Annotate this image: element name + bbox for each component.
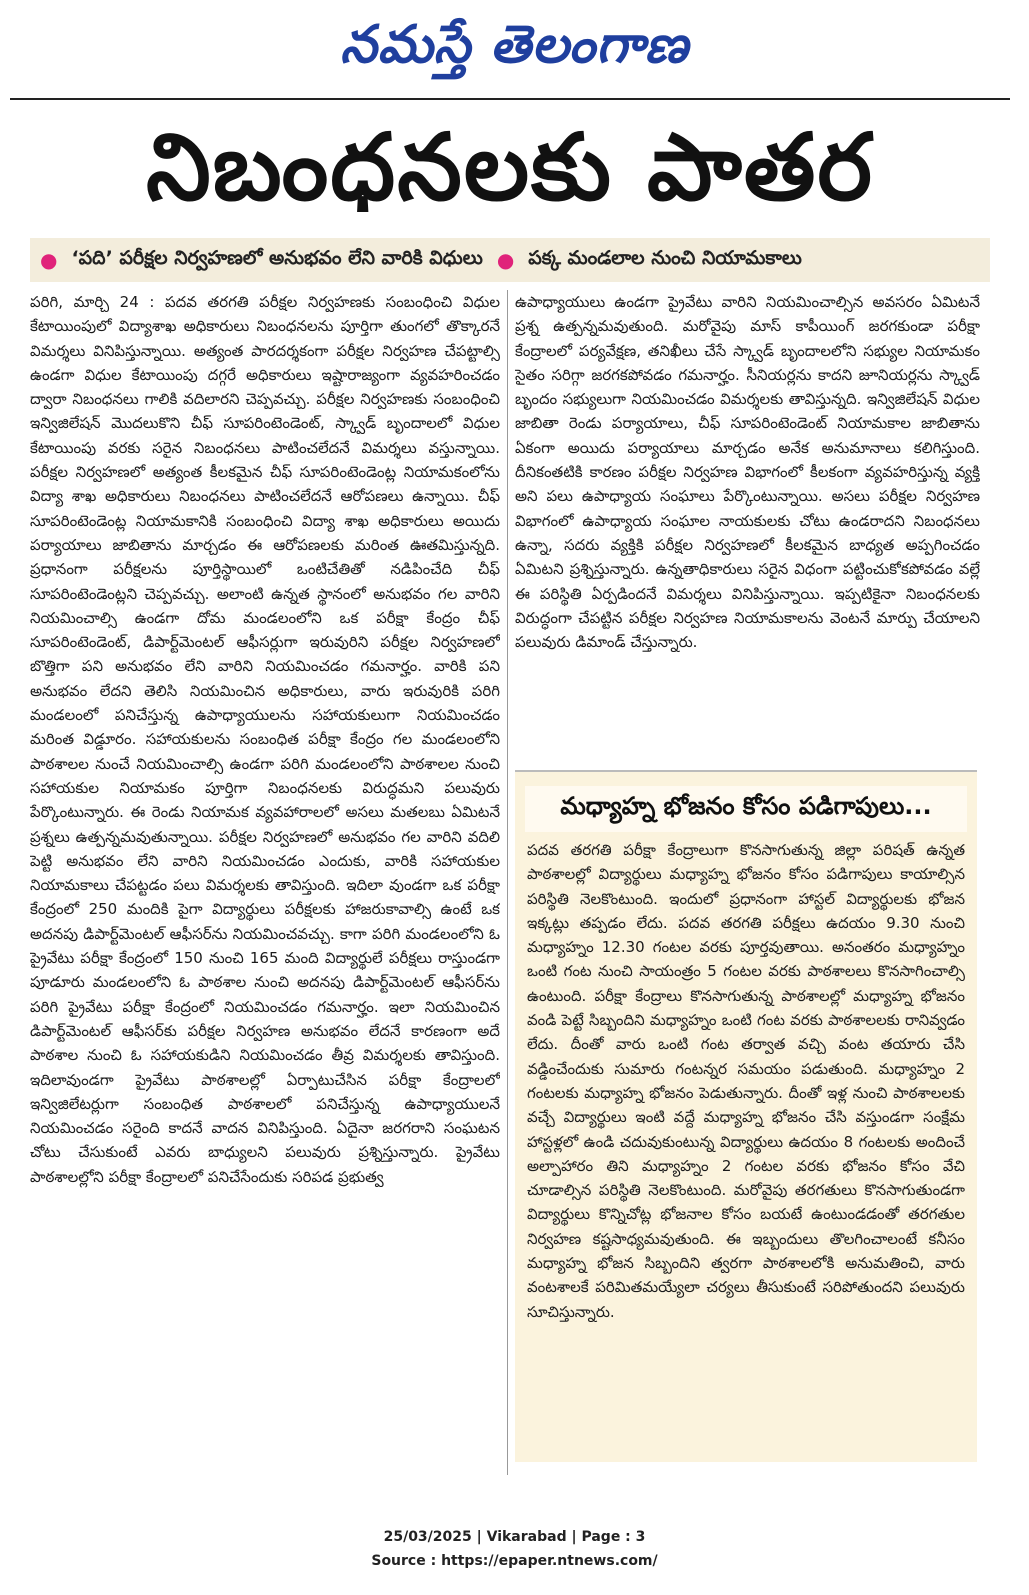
footer-source: Source : https://epaper.ntnews.com/ [371,1553,658,1569]
bullet-icon: ● [496,248,515,272]
article-headline: నిబంధనలకు పాతర [146,114,874,221]
deck-item-2: పక్క మండలాల నుంచి నియామకాలు [528,246,802,269]
sidebar-box [515,770,977,1462]
deck-item-1: ‘పది’ పరీక్షల నిర్వహణలో అనుభవం లేని వారికి విధులు [71,246,483,269]
masthead-divider [10,98,1010,100]
newspaper-masthead: నమస్తే తెలంగాణ [340,14,689,75]
article-deck [30,238,990,282]
footer-date-edition: 25/03/2025 | Vikarabad | Page : 3 [383,1529,646,1545]
bullet-icon: ● [40,248,58,272]
article-right-column: ఉపాధ్యాయులు ఉండగా ప్రైవేటు వారిని నియమించాల్సిన అవసరం ఏమిటనే ప్రశ్న ఉత్పన్నమవుతుంది. మరోవైపు మాస్ కాపీయింగ్ జరగకుండా పరీక్షా కేంద్రాలలో పర్యవేక్షణ, తనిఖీలు చేసే స్క్వాడ్ బృందాలలోని సభ్యుల నియామకం సైతం సరిగ్గా జరగకపోవడం గమనార్హం. సీనియర్లను కాదని జూనియర్లను స్క్వాడ్ బృందం సభ్యులుగా నియమించడం విమర్శలకు తావిస్తున్నది. ఇన్విజిలేషన్ విధుల జాబితా రెండు పర్యాయాలు, చీఫ్ సూపరింటెండెంట్ నియామకాల జాబితాను ఏకంగా అయిదు పర్యాయాలు మార్చడం అనేక అనుమానాలు కలిగిస్తుంది. దీనికంతటికి కారణం పరీక్షల నిర్వహణ విభాగంలో కీలకంగా వ్యవహరిస్తున్న వ్యక్తి అని పలు ఉపాధ్యాయ సంఘాలు పేర్కొంటున్నాయి. అసలు పరీక్షల నిర్వహణ విభాగంలో ఉపాధ్యాయ సంఘాల నాయకులకు చోటు ఉండరాదని నిబంధనలు ఉన్నా, సదరు వ్యక్తికి పరీక్షల నిర్వహణలో కీలకమైన బాధ్యత అప్పగించడం ఏమిటని ప్రశ్నిస్తున్నారు. ఉన్నతాధికారులు సరైన విధంగా పట్టించుకోకపోవడం వల్లే ఈ పరిస్థితి ఏర్పడిందనే విమర్శలు వినిపిస్తున్నాయి. ఇప్పటికైనా నిబంధనలకు విరుద్ధంగా చేపట్టిన పరీక్షల నిర్వహణ నియామకాలను వెంటనే మార్పు చేయాలని పలువురు డిమాండ్ చేస్తున్నారు. [515,293,980,652]
article-left-column: పరిగి, మార్చి 24 : పదవ తరగతి పరీక్షల నిర్వహణకు సంబంధించి విధుల కేటాయింపులో విద్యాశాఖ అధికారులు నిబంధనలను పూర్తిగా తుంగలో తొక్కారనే విమర్శలు వినిపిస్తున్నాయి. అత్యంత పారదర్శకంగా పరీక్షల నిర్వహణ చేపట్టాల్సి ఉండగా విధుల కేటాయింపు దగ్గరే అధికారులు ఇష్టారాజ్యంగా వ్యవహరించడం ద్వారా నిబంధనలు గాలికి వదిలారని చెప్పవచ్చు. పరీక్షల నిర్వహణకు సంబంధించి ఇన్విజిలేషన్ మొదలుకొని చీఫ్ సూపరింటెండెంట్, స్క్వాడ్ బృందాలలో విధుల కేటాయింపు వరకు సరైన నిబంధనలు పాటించలేదనే విమర్శలు వస్తున్నాయి. పరీక్షల నిర్వహణలో అత్యంత కీలకమైన చీఫ్ సూపరింటెండెంట్ల నియామకంలోను విద్యా శాఖ అధికారులు నిబంధనలు పాటించలేదనే ఆరోపణలు ఉన్నాయి. చీఫ్ సూపరింటెండెంట్ల నియామకానికి సంబంధించి విద్యా శాఖ అధికారులు అయిదు పర్యాయాలు జాబితాను మార్చడం ఈ ఆరోపణలకు మరింత ఊతమిస్తున్నది. ప్రధానంగా పరీక్షలను పూర్తిస్థాయిలో ఒంటిచేతితో నడిపించేది చీఫ్ సూపరింటెండెంట్లని చెప్పవచ్చు. అలాంటి ఉన్నత స్థానంలో అనుభవం గల వారిని నియమించాల్సి ఉండగా దోమ మండలంలోని ఒక పరీక్షా కేంద్రం చీఫ్ సూపరింటెండెంట్, డిపార్ట్‌మెంటల్ ఆఫీసర్లుగా ఇరువురిని పరీక్షల నిర్వహణలో బొత్తిగా పని అనుభవం లేని వారిని నియమించడం గమనార్హం. వారికి పని అనుభవం లేదని తెలిసి నియమించిన అధికారులు, వారు ఇరువురికి పరిగి మండలంలో పనిచేస్తున్న ఉపాధ్యాయులను సహాయకులుగా నియమించడం మరింత విడ్డూరం. సహాయకులను సంబంధిత పరీక్షా కేంద్రం గల మండలంలోని పాఠశాలల నుంచే నియమించాల్సి ఉండగా పరిగి మండలంలోని పాఠశాలల నుంచి సహాయకుల నియామకం పూర్తిగా నిబంధనలకు విరుద్ధమని పలువురు పేర్కొంటున్నారు. ఈ రెండు నియామక వ్యవహారాలలో అసలు మతలబు ఏమిటనే ప్రశ్నలు ఉత్పన్నమవుతున్నాయి. పరీక్షల నిర్వహణలో అనుభవం గల వారిని వదిలి పెట్టి అనుభవం లేని వారిని నియమించడం ఎందుకు, వారికి సహాయకుల నియామకాలు చేపట్టడం పలు విమర్శలకు తావిస్తుంది. ఇదిలా వుండగా ఒక పరీక్షా కేంద్రంలో 250 మందికి పైగా విద్యార్థులు పరీక్షలకు హాజరుకావాల్సి ఉంటే ఒక అదనపు డిపార్ట్‌మెంటల్ ఆఫీసర్‌ను నియమించవచ్చు. కాగా పరిగి మండలంలోని ఓ ప్రైవేటు పరీక్షా కేంద్రంలో 150 నుంచి 165 మంది విద్యార్థులే పరీక్షలు రాస్తుండగా పూడూరు మండలంలోని ఓ పాఠశాల నుంచి అదనపు డిపార్ట్‌మెంటల్ ఆఫీసర్‌ను పరిగి ప్రైవేటు పరీక్షా కేంద్రంలో నియమించడం గమనార్హం. ఇలా నియమించిన డిపార్ట్‌మెంటల్ ఆఫీసర్‌కు పరీక్షల నిర్వహణ అనుభవం లేదనే కారణంగా అదే పాఠశాల నుంచి ఓ సహాయకుడిని నియమించడం తీవ్ర విమర్శలకు తావిస్తుంది. ఇదిలావుండగా ప్రైవేటు పాఠశాలల్లో ఏర్పాటుచేసిన పరీక్షా కేంద్రాలలో ఇన్విజిలేటర్లుగా సంబంధిత పాఠశాలలో పనిచేస్తున్న ఉపాధ్యాయులనే నియమించడం సరైంది కాదనే వాదన వినిపిస్తుంది. ఏదైనా జరగరాని సంఘటన చోటు చేసుకుంటే ఎవరు బాధ్యులని పలువురు ప్రశ్నిస్తున్నారు. ప్రైవేటు పాఠశాలల్లోని పరీక్షా కేంద్రాలలో పనిచేసేందుకు సరిపడ ప్రభుత్వ [30,293,500,1186]
sidebar-body: పదవ తరగతి పరీక్షా కేంద్రాలుగా కొనసాగుతున్న జిల్లా పరిషత్ ఉన్నత పాఠశాలల్లో విద్యార్థులు మధ్యాహ్న భోజనం కోసం పడిగాపులు కాయాల్సిన పరిస్థితి నెలకొంటుంది. ఇందులో ప్రధానంగా హాస్టల్ విద్యార్థులకు భోజన ఇక్కట్లు తప్పడం లేదు. పదవ తరగతి పరీక్షలు ఉదయం 9.30 నుంచి మధ్యాహ్నం 12.30 గంటల వరకు పూర్తవుతాయి. అనంతరం మధ్యాహ్నం ఒంటి గంట నుంచి సాయంత్రం 5 గంటల వరకు పాఠశాలలు కొనసాగించాల్సి ఉంటుంది. పరీక్షా కేంద్రాలు కొనసాగుతున్న పాఠశాలల్లో మధ్యాహ్న భోజనం వండి పెట్టే సిబ్బందిని మధ్యాహ్నం ఒంటి గంట వరకు పాఠశాలలకు రానివ్వడం లేదు. దీంతో వారు ఒంటి గంట తర్వాత వచ్చి వంట తయారు చేసి వడ్డించేందుకు సుమారు గంటన్నర సమయం పడుతుంది. మధ్యాహ్నం 2 గంటలకు మధ్యాహ్న భోజనం పెడుతున్నారు. దీంతో ఇళ్ల నుంచి పాఠశాలలకు వచ్చే విద్యార్థులు ఇంటి వద్దే మధ్యాహ్న భోజనం చేసి వస్తుండగా సంక్షేమ హాస్టళ్లలో ఉండి చదువుకుంటున్న విద్యార్థులు ఉదయం 8 గంటలకు అందించే అల్పాహారం తిని మధ్యాహ్నం 2 గంటల వరకు భోజనం కోసం వేచి చూడాల్సిన పరిస్థితి నెలకొంటుంది. మరోవైపు తరగతులు కొనసాగుతుండగా విద్యార్థులు కొన్నిచోట్ల భోజనాల కోసం బయటే ఉంటుండడంతో తరగతుల నిర్వహణ కష్టసాధ్యమవుతుంది. ఈ ఇబ్బందులు తొలగించాలంటే కనీసం మధ్యాహ్న భోజన సిబ్బందిని త్వరగా పాఠశాలలోకి అనుమతించి, వారు వంటశాలకే పరిమితమయ్యేలా చర్యలు తీసుకుంటే సరిపోతుందని పలువురు సూచిస్తున్నారు. [527,841,965,1321]
column-divider [507,290,508,1475]
sidebar-title: మధ్యాహ్న భోజనం కోసం పడిగాపులు... [525,786,967,832]
